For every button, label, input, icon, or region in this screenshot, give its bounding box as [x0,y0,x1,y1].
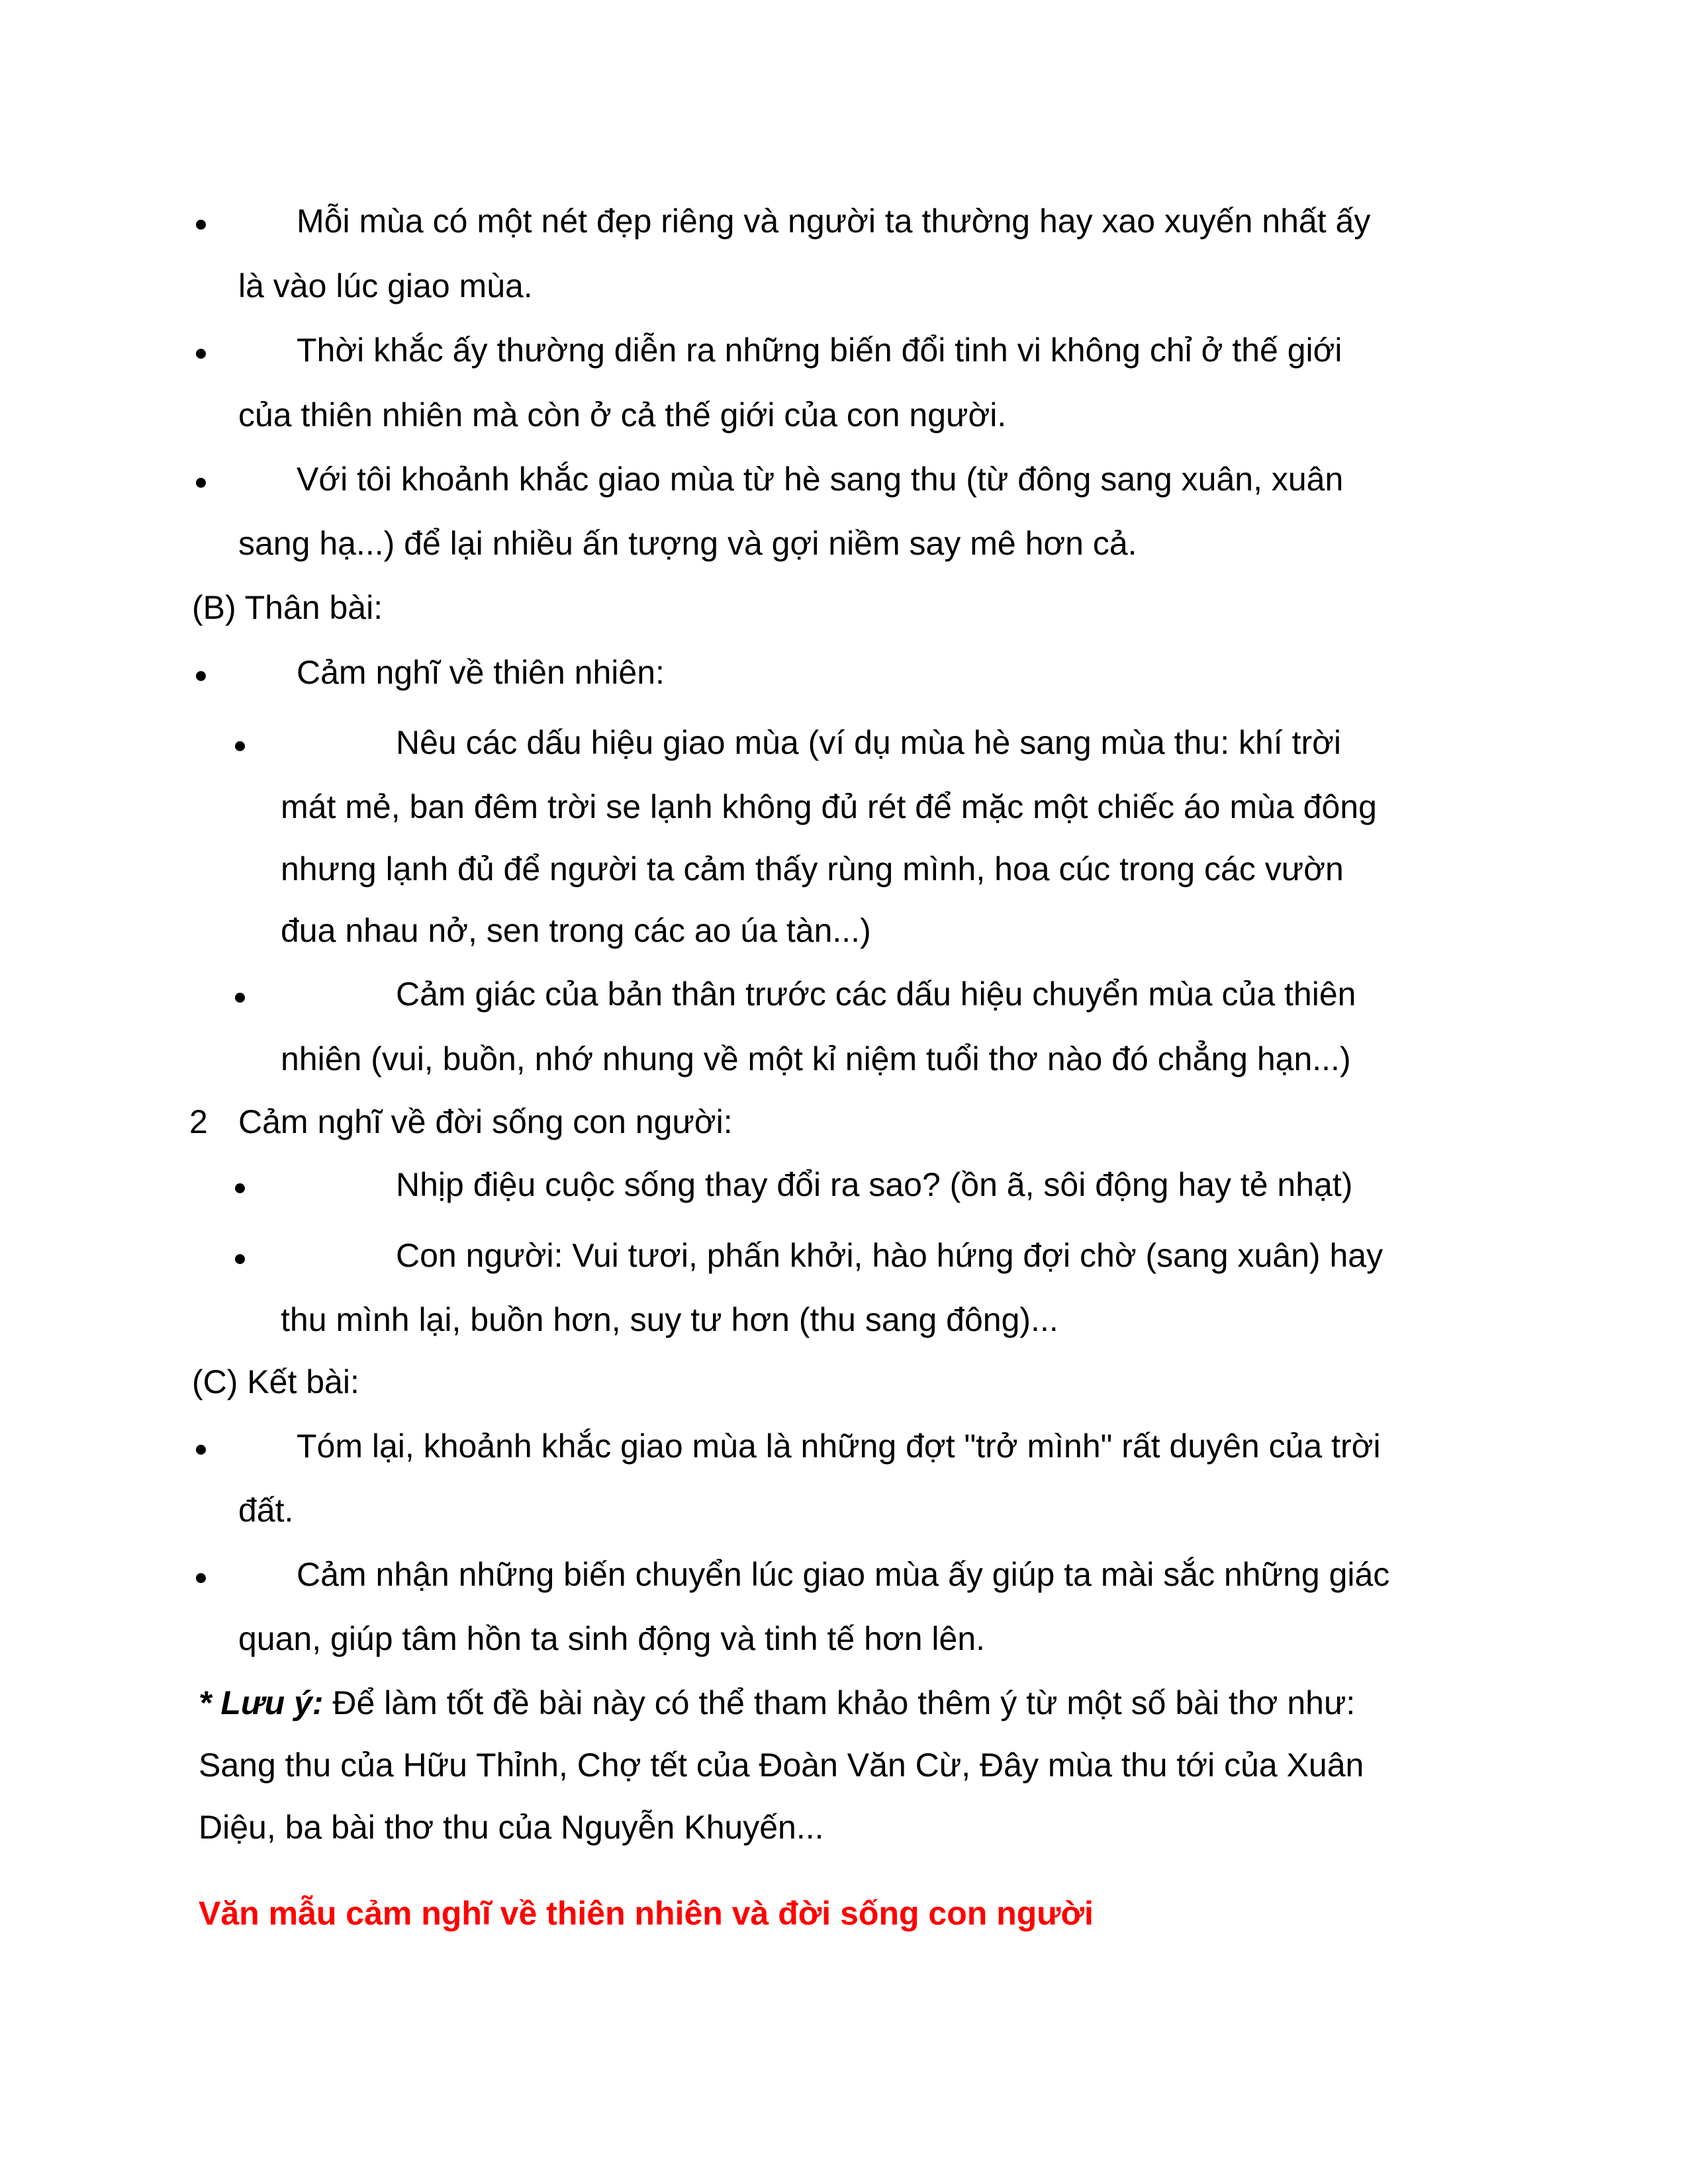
sub-bullet-icon [235,1183,245,1193]
life-sub-1-line-1: Nhịp điệu cuộc sống thay đổi ra sao? (ồn ã, sôi động hay tẻ nhạt) [396,1166,1353,1203]
sub-bullet-icon [235,741,245,751]
sub-bullet-icon [235,993,245,1003]
life-label: Cảm nghĩ về đời sống con người: [238,1103,733,1140]
intro-item-1-line-1: Mỗi mùa có một nét đẹp riêng và người ta thường hay xao xuyến nhất ấy [297,203,1371,240]
bullet-icon [196,478,206,488]
nature-label: Cảm nghĩ về thiên nhiên: [297,654,665,691]
nature-sub-1-line-2: mát mẻ, ban đêm trời se lạnh không đủ rét để mặc một chiếc áo mùa đông [281,788,1377,825]
bullet-icon [196,671,206,681]
note-line-2: Sang thu của Hữu Thỉnh, Chợ tết của Đoàn Văn Cừ, Đây mùa thu tới của Xuân [199,1747,1364,1784]
conclusion-item-2-line-2: quan, giúp tâm hồn ta sinh động và tinh tế hơn lên. [238,1620,986,1657]
intro-item-2-line-2: của thiên nhiên mà còn ở cả thế giới của con người. [238,396,1007,433]
intro-item-1-line-2: là vào lúc giao mùa. [238,267,533,304]
conclusion-item-1-line-1: Tóm lại, khoảnh khắc giao mùa là những đợt "trở mình" rất duyên của trời [297,1428,1381,1465]
conclusion-item-2-line-1: Cảm nhận những biến chuyển lúc giao mùa ấy giúp ta mài sắc những giác [297,1556,1390,1593]
bullet-icon [196,1445,206,1455]
intro-item-3-line-1: Với tôi khoảnh khắc giao mùa từ hè sang thu (từ đông sang xuân, xuân [297,461,1344,498]
bullet-icon [196,1573,206,1583]
nature-sub-1-line-1: Nêu các dấu hiệu giao mùa (ví dụ mùa hè sang mùa thu: khí trời [396,724,1342,761]
nature-sub-2-line-1: Cảm giác của bản thân trước các dấu hiệu chuyển mùa của thiên [396,976,1356,1013]
conclusion-item-1-line-2: đất. [238,1492,294,1529]
intro-item-2-line-1: Thời khắc ấy thường diễn ra những biến đổi tinh vi không chỉ ở thế giới [297,332,1342,369]
life-sub-2-line-2: thu mình lại, buồn hơn, suy tư hơn (thu sang đông)... [281,1301,1058,1338]
note-label: * Lưu ý: [199,1684,324,1721]
life-sub-2-line-1: Con người: Vui tươi, phấn khởi, hào hứng đợi chờ (sang xuân) hay [396,1237,1383,1274]
sub-bullet-icon [235,1254,245,1264]
nature-sub-1-line-3: nhưng lạnh đủ để người ta cảm thấy rùng mình, hoa cúc trong các vườn [281,850,1344,887]
section-b-title: (B) Thân bài: [192,589,383,626]
note-line-3: Diệu, ba bài thơ thu của Nguyễn Khuyến... [199,1809,824,1846]
note-line-1 [199,1683,1355,1723]
section-c-title: (C) Kết bài: [192,1363,359,1400]
life-number: 2 [189,1103,208,1140]
nature-sub-2-line-2: nhiên (vui, buồn, nhớ nhung về một kỉ niệm tuổi thơ nào đó chẳng hạn...) [281,1040,1351,1077]
intro-item-3-line-2: sang hạ...) để lại nhiều ấn tượng và gợi niềm say mê hơn cả. [238,525,1137,562]
bullet-icon [196,349,206,359]
note-text: Để làm tốt đề bài này có thể tham khảo thêm ý từ một số bài thơ như: [323,1684,1356,1721]
sample-essay-heading: Văn mẫu cảm nghĩ về thiên nhiên và đời sống con người [199,1895,1094,1932]
nature-sub-1-line-4: đua nhau nở, sen trong các ao úa tàn...) [281,912,871,949]
bullet-icon [196,220,206,230]
